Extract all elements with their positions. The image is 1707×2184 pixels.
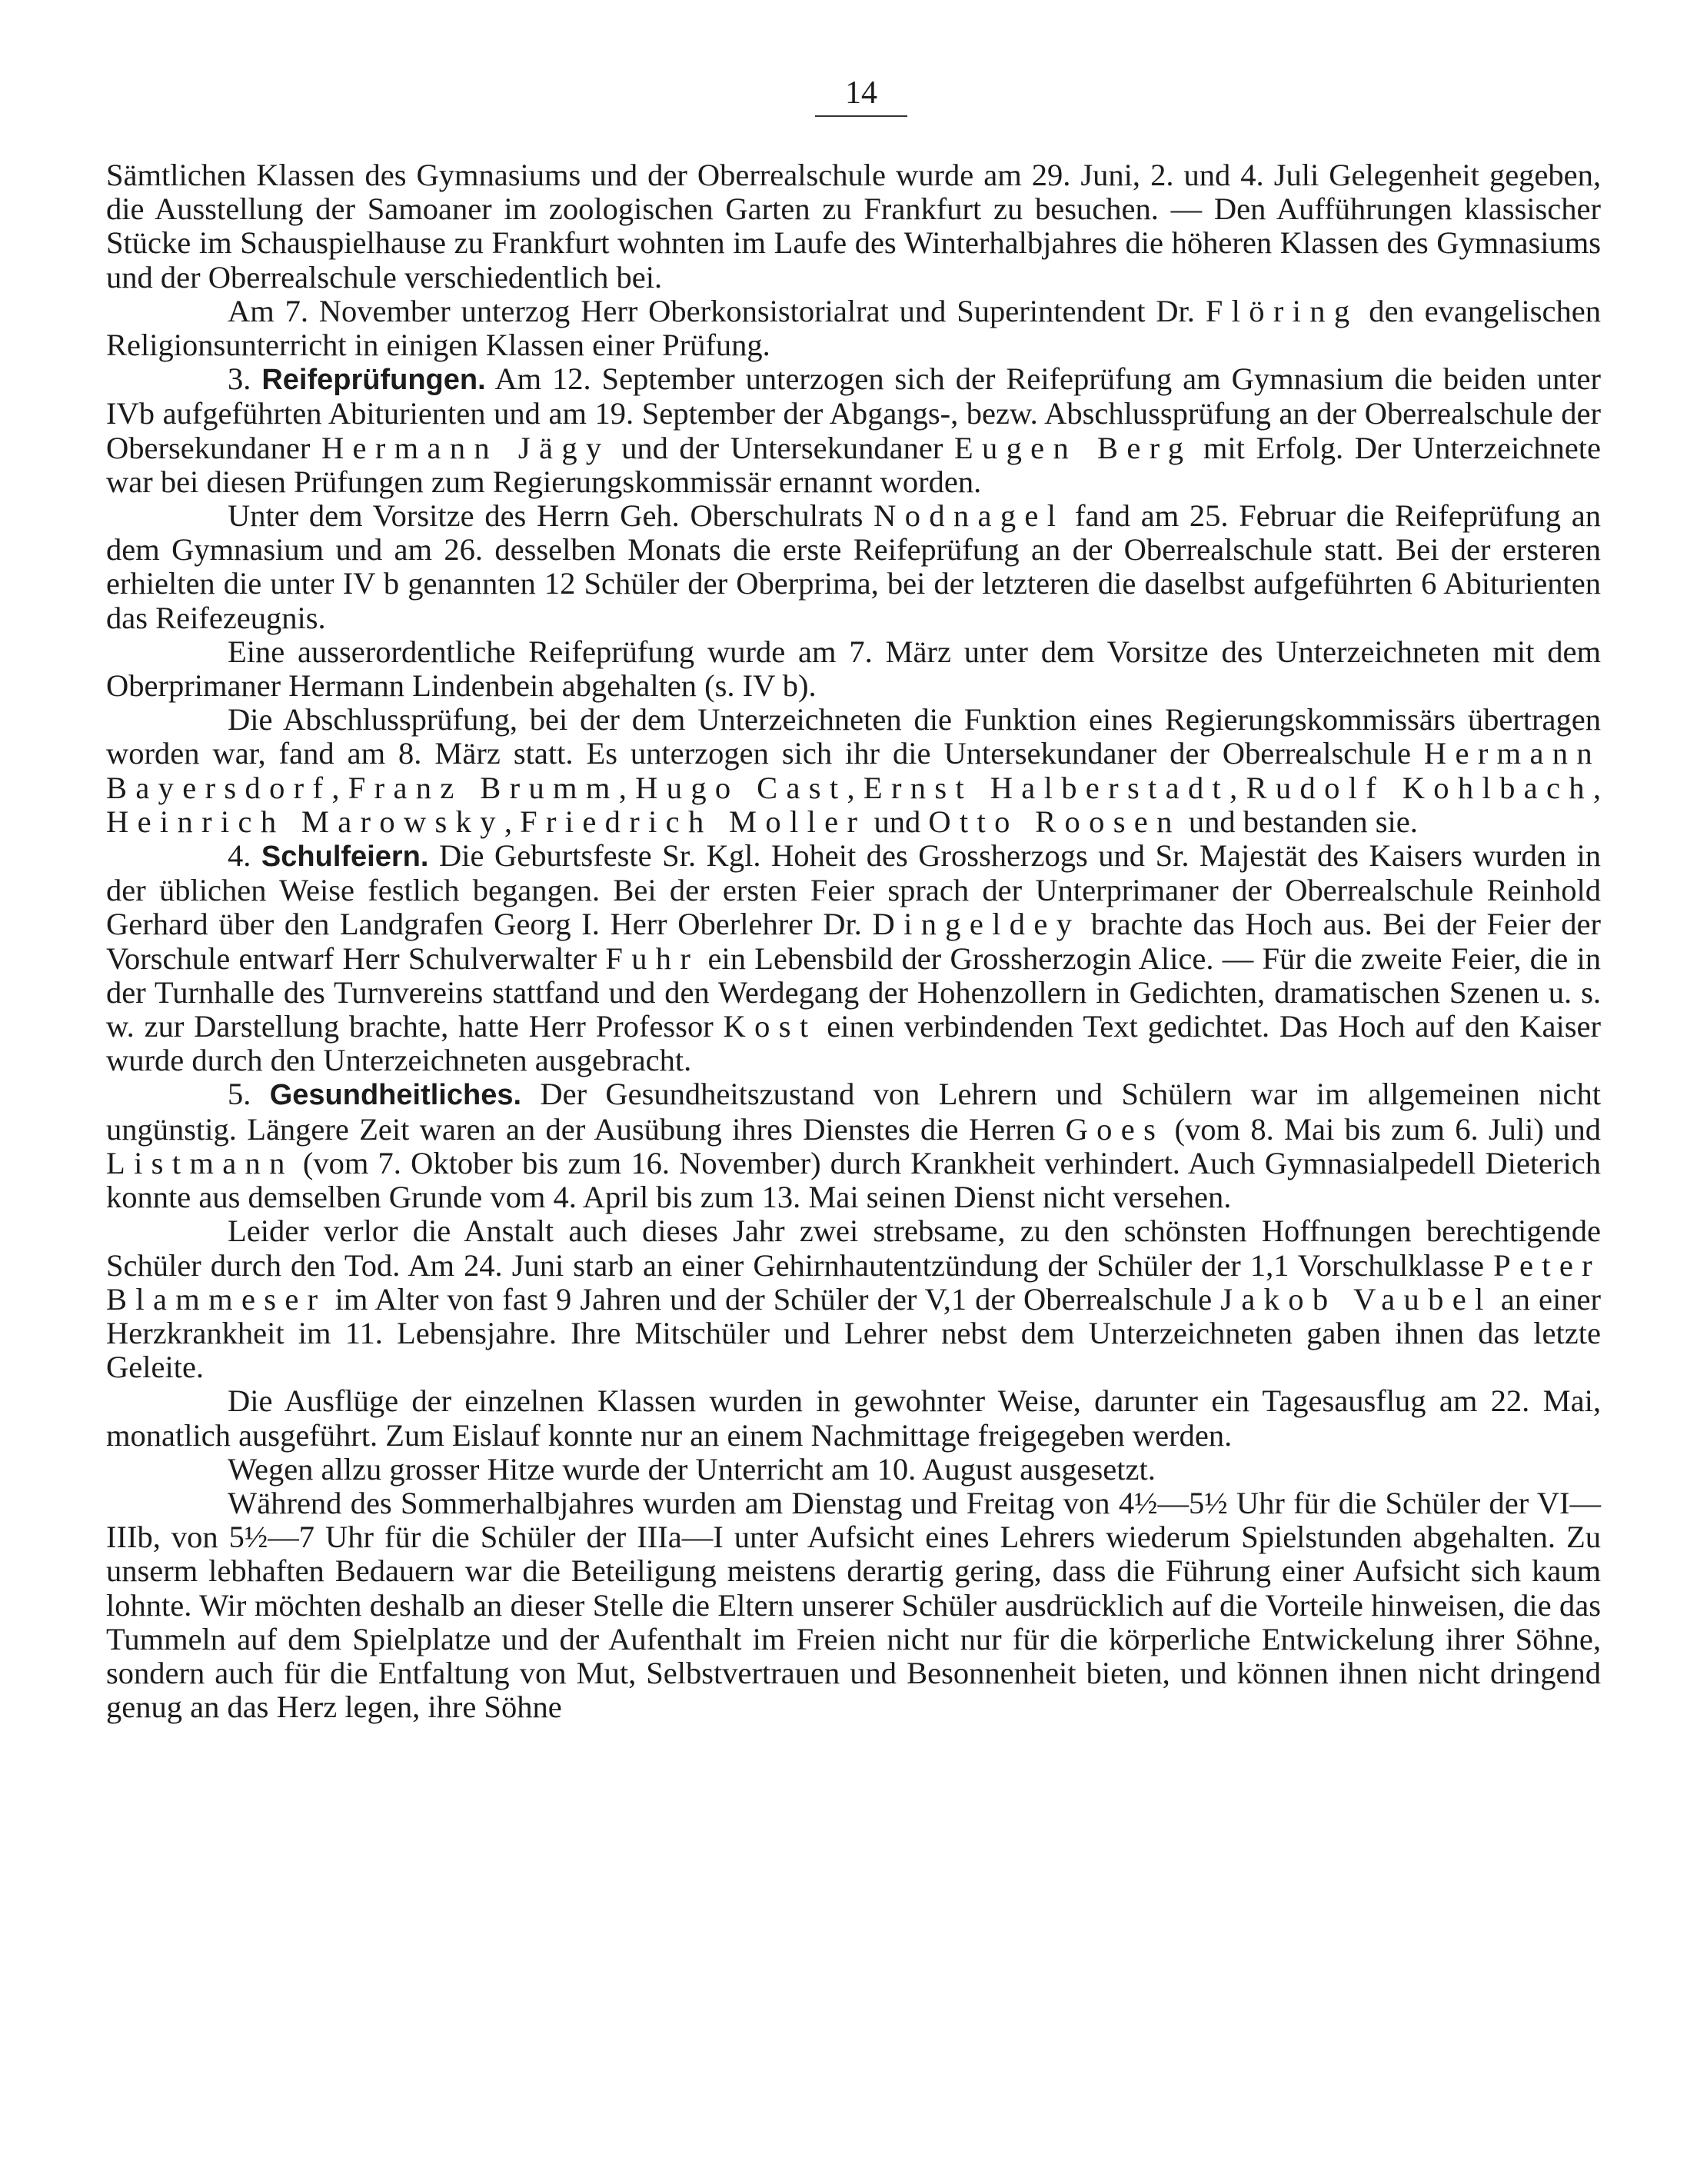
text-run: den evangelischen Religionsunterricht in einigen Klassen einer Prüfung.	[106, 293, 1601, 363]
spaced-name: Peter Blammeser	[106, 1247, 1601, 1317]
text-run: und bestanden sie.	[1180, 804, 1418, 839]
text-run: Unter dem Vorsitze des Herrn Geh. Oberschulrats	[228, 498, 874, 534]
text-run: (vom 8. Mai bis zum 6. Juli) und	[1164, 1111, 1601, 1147]
section-number: 4.	[228, 838, 261, 874]
text-run: Die Ausflüge der einzelnen Klassen wurden in gewohnter Weise, darunter ein Tagesausflug am 22. Mai, monatlich ausgeführt. Zum Eislauf konnte nur an einem Nachmittage freigegeben werden.	[106, 1383, 1601, 1453]
text-run: fand am 25. Februar die Reifeprüfung an dem Gymnasium und am 26. desselben Monats die erste Reifeprüfung an der Oberrealschule statt. Bei der ersteren erhielten die unter IV b genannten 12 Schüler der Oberprima, bei der letzteren die daselbst aufgeführten 6 Abiturienten das Reifezeugnis.	[106, 498, 1601, 635]
spaced-name: Otto Roosen	[928, 804, 1181, 839]
text-run: Leider verlor die Anstalt auch dieses Jahr zwei strebsame, zu den schönsten Hoffnungen berechtigende Schüler durch den Tod. Am 24. Juni starb an einer Gehirnhautentzündung der Schüler der 1,1 Vorschulklasse	[106, 1214, 1601, 1283]
spaced-name: Hermann Jägy	[321, 430, 611, 465]
spaced-name: Nodnagel	[873, 498, 1065, 534]
paragraph	[106, 1077, 1601, 1214]
text-run: ,	[1230, 770, 1246, 805]
paragraph	[106, 499, 1601, 635]
spaced-name: Jakob Vaubel	[1220, 1281, 1492, 1317]
text-run: Sämtlichen Klassen des Gymnasiums und der Oberrealschule wurde am 29. Juni, 2. und 4. Juli Gelegenheit gegeben, die Ausstellung der Samoaner im zoologischen Garten zu Frankfurt zu besuchen. — Den Aufführungen klassischer Stücke im Schauspielhause zu Frankfurt wohnten im Laufe des Winterhalbjahres die höheren Klassen des Gymnasiums und der Oberrealschule verschiedentlich bei.	[106, 158, 1601, 295]
spaced-name: Eugen Berg	[953, 430, 1193, 465]
text-run: im Alter von fast 9 Jahren und der Schüler der V,1 der Oberrealschule	[326, 1281, 1221, 1317]
section-number: 5.	[228, 1077, 270, 1112]
spaced-name: Franz Brumm	[348, 770, 619, 805]
paragraph	[106, 295, 1601, 362]
section-heading: Gesundheitliches.	[269, 1079, 522, 1112]
spaced-name: Friedrich Moller	[520, 804, 867, 839]
spaced-name: Fuhr	[605, 941, 700, 976]
spaced-name: Kost	[723, 1009, 817, 1044]
spaced-name: Hermann Bayersdorf	[106, 736, 1601, 805]
section-heading: Reifeprüfungen.	[261, 364, 486, 397]
text-run: Wegen allzu grosser Hitze wurde der Unterricht am 10. August ausgesetzt.	[228, 1451, 1156, 1487]
paragraph	[106, 839, 1601, 1077]
section-heading: Schulfeiern.	[261, 841, 429, 874]
body-text	[106, 158, 1601, 1724]
text-run: (vom 7. Oktober bis zum 16. November) durch Krankheit verhindert. Auch Gymnasialpedell Dieterich konnte aus demselben Grunde vom 4. April bis zum 13. Mai seinen Dienst nicht versehen.	[106, 1145, 1601, 1215]
spaced-name: Dingeldey	[872, 907, 1081, 942]
paragraph	[106, 635, 1601, 703]
section-number: 3.	[228, 361, 262, 397]
spaced-name: Ernst Halberstadt	[863, 770, 1230, 805]
paragraph	[106, 362, 1601, 499]
paragraph	[106, 703, 1601, 839]
paragraph	[106, 1487, 1601, 1724]
text-run: ,	[847, 770, 863, 805]
text-run: brachte das Hoch aus. Bei der Feier der Vorschule entwarf Herr Schulverwalter	[106, 907, 1601, 976]
spaced-name: Rudolf Kohlbach	[1246, 770, 1593, 805]
text-run: Am 12. September unterzogen sich der Reifeprüfung am Gymnasium die beiden unter IVb aufgeführten Abiturienten und am 19. September der Abgangs-, bezw. Abschlussprüfung an der Oberrealschule der Obersekundaner	[106, 361, 1602, 465]
spaced-name: Heinrich Marowsky	[106, 804, 504, 839]
text-run: Eine ausserordentliche Reifeprüfung wurde am 7. März unter dem Vorsitze des Unterzeichneten mit dem Oberprimaner Hermann Lindenbein abgehalten (s. IV b).	[106, 634, 1601, 704]
text-run: Die Geburtsfeste Sr. Kgl. Hoheit des Grossherzogs und Sr. Majestät des Kaisers wurden in der üblichen Weise festlich begangen. Bei der ersten Feier sprach der Unterprimaner der Oberrealschule Reinhold Gerhard über den Landgrafen Georg I. Herr Oberlehrer Dr.	[106, 838, 1602, 942]
text-run: Am 7. November unterzog Herr Oberkonsistorialrat und Superintendent Dr.	[228, 293, 1206, 328]
text-run: Während des Sommerhalbjahres wurden am Dienstag und Freitag von 4½—5½ Uhr für die Schüler der VI—IIIb, von 5½—7 Uhr für die Schüler der IIIa—I unter Aufsicht eines Lehrers wiederum Spielstunden abgehalten. Zu unserm lebhaften Bedauern war die Beteiligung meistens derartig gering, dass die Führung einer Aufsicht sich kaum lohnte. Wir möchten deshalb an dieser Stelle die Eltern unserer Schüler ausdrücklich auf die Vorteile hinweisen, die das Tummeln auf dem Spielplatze und der Aufenthalt im Freien nicht nur für die körperliche Entwickelung ihrer Söhne, sondern auch für die Entfaltung von Mut, Selbstvertrauen und Besonnenheit bieten, und können ihnen nicht dringend genug an das Herz legen, ihre Söhne	[106, 1485, 1601, 1725]
text-run: Die Abschlussprüfung, bei der dem Unterzeichneten die Funktion eines Regierungskommissärs übertragen worden war, fand am 8. März statt. Es unterzogen sich ihr die Untersekundaner der Oberrealschule	[106, 702, 1601, 771]
text-run: und der Untersekundaner	[610, 430, 954, 465]
text-run: ,	[504, 804, 521, 839]
text-run: ein Lebensbild der Grossherzogin Alice. — Für die zweite Feier, die in der Turnhalle des Turnvereins stattfand und den Werdegang der Hohenzollern in Gedichten, dramatischen Szenen u. s. w. zur Darstellung brachte, hatte Herr Professor	[106, 941, 1601, 1044]
text-run: an einer Herzkrankheit im 11. Lebensjahre. Ihre Mitschüler und Lehrer nebst dem Unterzeichneten gaben ihnen das letzte Geleite.	[106, 1281, 1601, 1385]
text-run: mit Erfolg. Der Unterzeichnete war bei diesen Prüfungen zum Regierungskommissär ernannt worden.	[106, 430, 1602, 499]
paragraph	[106, 158, 1601, 295]
text-run: ,	[618, 770, 636, 805]
paragraph	[106, 1453, 1601, 1487]
paragraph	[106, 1384, 1601, 1452]
text-run: ,	[1592, 770, 1602, 805]
spaced-name: Listmann	[106, 1145, 294, 1180]
paragraph	[106, 1214, 1601, 1384]
text-run: und	[866, 804, 929, 839]
text-run: ,	[331, 770, 348, 805]
spaced-name: Flöring	[1205, 293, 1359, 328]
spaced-name: Hugo Cast	[635, 770, 847, 805]
page-number: 14	[815, 74, 907, 117]
spaced-name: Goes	[1065, 1111, 1165, 1147]
text-run: einen verbindenden Text gedichtet. Das Hoch auf den Kaiser wurde durch den Unterzeichneten ausgebracht.	[106, 1009, 1602, 1078]
text-run: Der Gesundheitszustand von Lehrern und Schülern war im allgemeinen nicht ungünstig. Längere Zeit waren an der Ausübung ihres Dienstes die Herren	[106, 1077, 1602, 1147]
